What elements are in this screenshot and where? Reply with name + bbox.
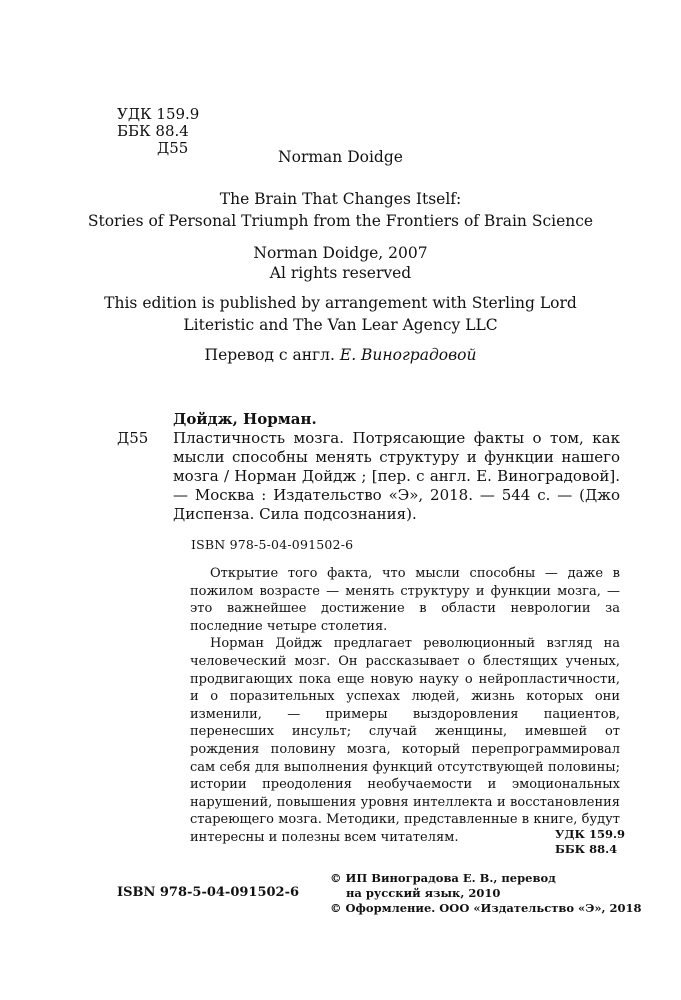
original-author: Norman Doidge: [278, 148, 403, 166]
bibliography-author: Дойдж, Норман.: [173, 410, 317, 428]
annotation-paragraph-1: Открытие того факта, что мысли способны — даже в пожилом возрасте — менять структуру и функции мозга, — это важнейшее достижение в области неврологии за последние четыре столетия.: [190, 566, 620, 634]
annotation: [190, 565, 620, 847]
footer-bbk: ББК 88.4: [555, 842, 618, 856]
footer-classification-codes: [555, 827, 625, 857]
footer-isbn: ISBN 978-5-04-091502-6: [117, 885, 300, 900]
edition-line1: This edition is published by arrangement with Sterling Lord: [104, 294, 577, 312]
translation-credit: [0, 346, 681, 364]
bibliographic-record: [173, 410, 620, 524]
copyright-translation-line1: © ИП Виноградова Е. В., перевод: [330, 871, 556, 885]
original-title-line2: Stories of Personal Triumph from the Frontiers of Brain Science: [87, 212, 594, 230]
copyright-design: © Оформление. ООО «Издательство «Э», 2018: [330, 901, 642, 915]
original-copyright: Norman Doidge, 2007: [253, 244, 428, 262]
author-mark: Д55: [157, 139, 189, 157]
bbk-code: ББК 88.4: [117, 122, 189, 140]
translation-prefix: Перевод с англ.: [204, 346, 340, 364]
annotation-paragraph-2: Норман Дойдж предлагает революционный взгляд на человеческий мозг. Он рассказывает о блестящих ученых, продвигающих пока еще новую науку о нейропластичности, и о поразительных успехах людей, жизнь которых они изменили, — примеры выздоровления пациентов, перенесших инсульт; случай женщины, имевшей от рождения половину мозга, который перепрограммировал сам себя для выполнения функций отсутствующей половины; истории преодоления необучаемости и эмоциональных нарушений, повышения уровня интеллекта и восстановления стареющего мозга. Методики, представленные в книге, будут интересны и полезны всем читателям.: [190, 636, 620, 845]
copyright-translation-line2: на русский язык, 2010: [346, 886, 501, 900]
bibliography-description: Пластичность мозга. Потрясающие факты о том, как мысли способны менять структуру и функции нашего мозга / Норман Дойдж ; [пер. с англ. Е. Виноградовой]. — Москва : Издательство «Э», 2018. — 544 с. — (Джо Диспенза. Сила подсознания).: [173, 429, 620, 523]
isbn-record: ISBN 978-5-04-091502-6: [191, 537, 354, 552]
original-title-line1: The Brain That Changes Itself:: [219, 190, 462, 208]
udk-code: УДК 159.9: [117, 105, 200, 123]
footer-copyrights: [330, 871, 642, 916]
edition-line2: Literistic and The Van Lear Agency LLC: [183, 316, 498, 334]
bibliography-author-mark: Д55: [117, 429, 149, 447]
translator-name: Е. Виноградовой: [339, 346, 477, 364]
original-rights: Al rights reserved: [269, 264, 412, 282]
footer-udk: УДК 159.9: [555, 827, 626, 841]
